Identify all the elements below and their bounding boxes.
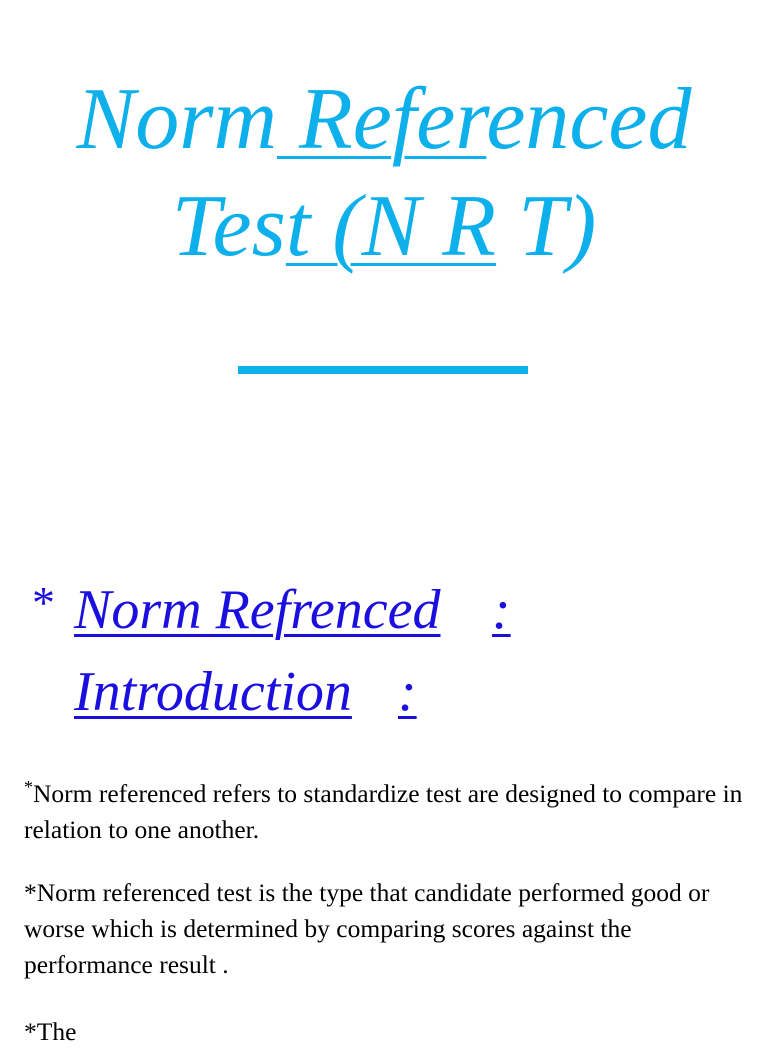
title-underlined-nr: t (N R [285, 178, 497, 275]
heading-colon-2: : [398, 661, 417, 723]
paragraph-text: Norm referenced test is the type that candidate performed good or worse which is determined by comparing scores against the performance result . [24, 878, 710, 979]
paragraph-text: The [36, 1017, 77, 1046]
title-word-rest: enced [486, 71, 692, 168]
title-word-test: Tes [171, 178, 286, 275]
paragraph-type [24, 875, 744, 983]
title-underline-rule [238, 366, 528, 374]
title-underlined-segment: Refer [277, 71, 487, 168]
title-word-norm: Norm [76, 71, 277, 168]
paragraph-star: * [24, 1017, 37, 1046]
paragraph-star: * [24, 777, 33, 797]
paragraph-definition [24, 769, 744, 848]
heading-bullet: * [32, 577, 55, 628]
paragraph-star: * [24, 878, 37, 907]
title-t-paren: T) [496, 178, 597, 275]
heading-introduction: Introduction [74, 661, 352, 723]
paragraph-text: Norm referenced refers to standardize test are designed to compare in relation to one another. [24, 779, 743, 844]
paragraph-cutoff [24, 1014, 744, 1050]
heading-colon-1: : [492, 579, 511, 641]
heading-norm-refrenced: Norm Refrenced [74, 579, 441, 641]
title-line-2 [0, 178, 768, 275]
title-line-1 [0, 71, 768, 168]
